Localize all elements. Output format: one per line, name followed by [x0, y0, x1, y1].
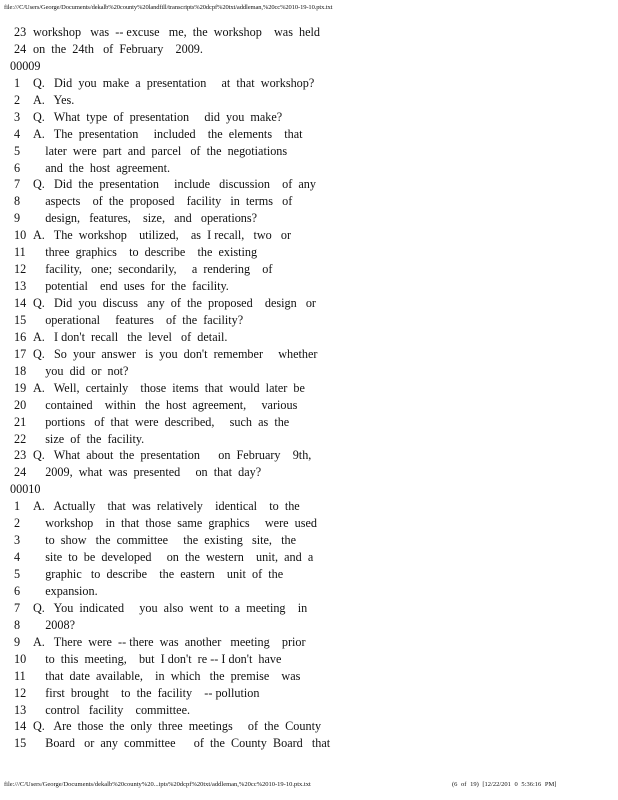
line-number: 11 [14, 245, 26, 260]
line-number: 10 [14, 651, 27, 666]
transcript-line [0, 278, 618, 295]
line-number: 8 [14, 617, 21, 632]
line-text: expansion. [33, 583, 98, 598]
line-number: 15 [14, 736, 27, 751]
transcript-line [0, 75, 618, 92]
transcript-line [0, 295, 618, 312]
transcript-line [0, 312, 618, 329]
page-number-marker [0, 58, 618, 75]
line-text: Board or any committee of the County Board that [33, 736, 331, 751]
page-number-marker [0, 481, 618, 498]
line-number: 10 [14, 228, 27, 243]
line-number: 1 [14, 499, 21, 514]
line-number: 12 [14, 262, 27, 277]
transcript-line [0, 668, 618, 685]
line-text: workshop was -- excuse me, the workshop was held [33, 25, 321, 39]
transcript-line [0, 143, 618, 160]
line-text: and the host agreement. [33, 160, 171, 175]
transcript-line [0, 24, 618, 41]
transcript-line [0, 447, 618, 464]
transcript-line [0, 397, 618, 414]
transcript-line [0, 532, 618, 549]
line-text: you did or not? [33, 363, 129, 378]
line-number: 12 [14, 685, 27, 700]
transcript-line [0, 498, 618, 515]
transcript-line [0, 702, 618, 719]
transcript-line [0, 92, 618, 109]
line-text: A. The presentation included the elements that [33, 126, 303, 141]
line-number: 13 [14, 702, 27, 717]
transcript-line [0, 261, 618, 278]
transcript-line [0, 634, 618, 651]
line-text: design, features, size, and operations? [33, 211, 258, 226]
transcript-line [0, 346, 618, 363]
line-number: 23 [14, 25, 27, 39]
line-text: facility, one; secondarily, a rendering of [33, 262, 273, 277]
transcript-line [0, 160, 618, 177]
line-number: 17 [14, 346, 27, 361]
line-number: 13 [14, 279, 27, 294]
line-text: 2009, what was presented on that day? [33, 465, 262, 480]
line-number: 2 [14, 516, 21, 531]
line-number: 5 [14, 567, 21, 581]
line-text: 2008? [33, 617, 75, 632]
transcript-line [0, 583, 618, 600]
line-number: 4 [14, 126, 21, 141]
line-text: workshop in that those same graphics were used [33, 516, 317, 531]
page-number: 00009 [10, 58, 41, 73]
transcript-line [0, 617, 618, 634]
transcript-line [0, 210, 618, 227]
line-text: Q. Did you discuss any of the proposed design or [33, 296, 316, 310]
line-text: Q. Did you make a presentation at that workshop? [33, 75, 315, 90]
transcript-line [0, 126, 618, 143]
transcript-line [0, 176, 618, 193]
transcript-line [0, 363, 618, 380]
line-text: Q. Did the presentation include discussion of any [33, 177, 316, 192]
line-text: that date available, in which the premise was [33, 668, 301, 683]
line-text: on the 24th of February 2009. [33, 41, 203, 56]
line-number: 24 [14, 465, 27, 480]
transcript-line [0, 109, 618, 126]
line-number: 11 [14, 668, 26, 683]
line-number: 23 [14, 448, 27, 463]
transcript-line [0, 380, 618, 397]
line-number: 6 [14, 583, 21, 598]
line-number: 2 [14, 92, 21, 107]
transcript-line [0, 244, 618, 261]
transcript-line [0, 329, 618, 346]
line-text: later were part and parcel of the negotiations [33, 143, 288, 158]
line-text: size of the facility. [33, 431, 145, 446]
transcript-line [0, 464, 618, 481]
line-number: 19 [14, 380, 27, 395]
line-text: A. I don't recall the level of detail. [33, 329, 228, 344]
transcript-line [0, 41, 618, 58]
line-text: to show the committee the existing site, the [33, 533, 297, 548]
transcript-line [0, 651, 618, 668]
line-text: three graphics to describe the existing [33, 245, 258, 260]
line-number: 14 [14, 719, 27, 734]
line-number: 15 [14, 312, 27, 327]
line-number: 3 [14, 109, 21, 124]
line-text: site to be developed on the western unit, and a [33, 550, 314, 565]
line-number: 16 [14, 329, 27, 344]
line-number: 5 [14, 143, 21, 158]
page-number: 00010 [10, 482, 41, 497]
transcript-line [0, 414, 618, 431]
line-text: Q. What type of presentation did you make? [33, 109, 283, 124]
line-number: 9 [14, 634, 21, 649]
line-number: 1 [14, 75, 21, 90]
line-number: 9 [14, 211, 21, 226]
line-text: Q. Are those the only three meetings of the County [33, 719, 322, 734]
transcript-line [0, 718, 618, 735]
line-number: 7 [14, 600, 21, 615]
line-text: control facility committee. [33, 702, 191, 717]
transcript-line [0, 566, 618, 583]
footer-page-info: (6 of 19) [12/22/201 0 5:36:16 PM] [452, 781, 557, 788]
footer-file-path: file:///C/Users/George/Documents/dekalb%20county%20...ipts%20dcpf%20txt/addleman,%20cc%2010-19-10.ptx.txt [4, 781, 311, 788]
transcript-line [0, 227, 618, 244]
line-text: A. Actually that was relatively identical to the [33, 499, 300, 514]
line-text: Q. So your answer is you don't remember whether [33, 346, 318, 361]
line-number: 14 [14, 296, 27, 310]
line-text: A. Well, certainly those items that would later be [33, 380, 305, 395]
line-number: 20 [14, 397, 27, 412]
transcript-line [0, 193, 618, 210]
line-text: potential end uses for the facility. [33, 279, 229, 294]
line-number: 8 [14, 194, 21, 209]
line-text: Q. What about the presentation on February 9th, [33, 448, 312, 463]
line-text: A. Yes. [33, 92, 75, 107]
transcript-line [0, 685, 618, 702]
line-number: 18 [14, 363, 27, 378]
line-number: 3 [14, 533, 21, 548]
line-text: first brought to the facility -- pollution [33, 685, 260, 700]
line-number: 7 [14, 177, 21, 192]
transcript-line [0, 431, 618, 448]
line-text: to this meeting, but I don't re -- I don't have [33, 651, 282, 666]
transcript-line [0, 735, 618, 752]
line-text: graphic to describe the eastern unit of the [33, 567, 284, 581]
line-number: 6 [14, 160, 21, 175]
line-number: 22 [14, 431, 27, 446]
transcript-line [0, 515, 618, 532]
transcript-line [0, 549, 618, 566]
line-number: 4 [14, 550, 21, 565]
line-text: aspects of the proposed facility in terms of [33, 194, 293, 209]
line-number: 21 [14, 414, 27, 429]
line-text: contained within the host agreement, various [33, 397, 298, 412]
line-text: operational features of the facility? [33, 312, 244, 327]
line-text: portions of that were described, such as the [33, 414, 290, 429]
line-text: A. There were -- there was another meeting prior [33, 634, 306, 649]
line-text: A. The workshop utilized, as I recall, two or [33, 228, 292, 243]
transcript-body [0, 24, 618, 752]
transcript-line [0, 600, 618, 617]
file-path-header: file:///C/Users/George/Documents/dekalb%20county%20landfill/transcripts%20dcpf%20txt/addleman,%20cc%2010-19-10.ptx.txt [4, 4, 333, 11]
line-number: 24 [14, 41, 27, 56]
line-text: Q. You indicated you also went to a meeting in [33, 600, 308, 615]
